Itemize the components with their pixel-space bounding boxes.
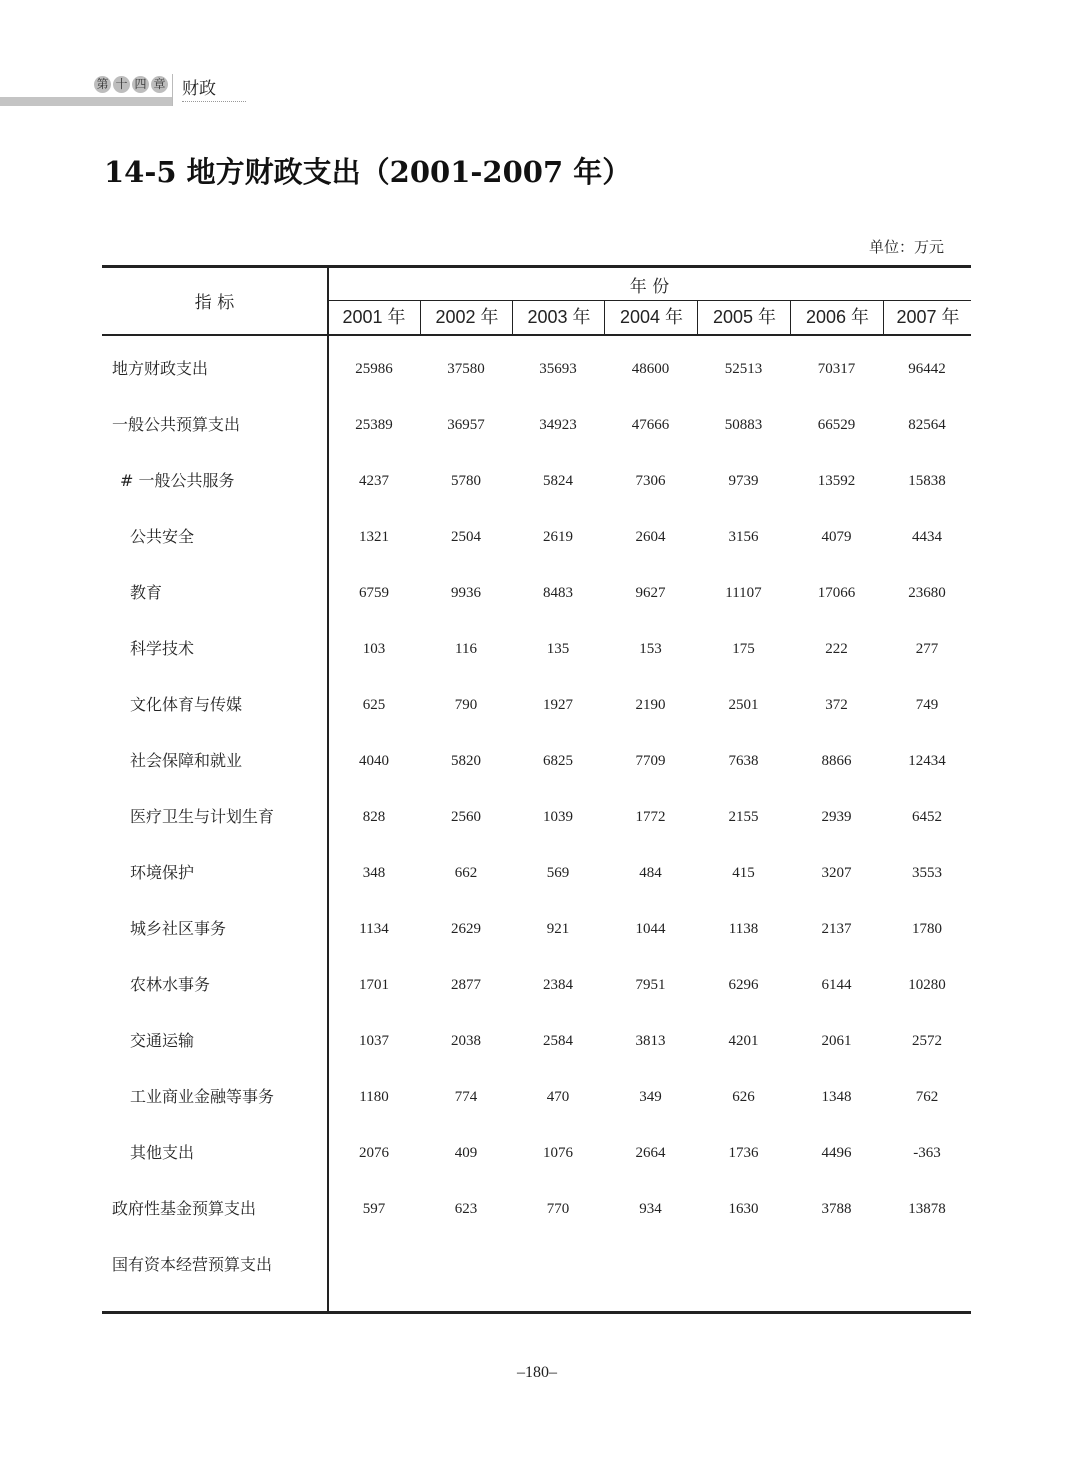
table-cell: 3207 [821,865,852,881]
table-cell: 6825 [543,753,573,769]
table-cell: 25986 [355,361,393,377]
table-cell: 2664 [635,1145,666,1161]
table-cell: 790 [454,697,478,713]
table-cell: 6296 [728,977,759,993]
table-cell: 11107 [725,585,762,601]
table-cell: 37580 [447,361,485,377]
table-cell: 662 [454,865,478,881]
table-cell: 4201 [728,1033,759,1049]
table-cell: 2877 [451,977,481,993]
table-cell: 1736 [728,1145,759,1161]
table-cell: 921 [546,921,570,937]
table-cell: 135 [546,641,570,657]
table-cell: 5780 [451,473,481,489]
table-cell: 3813 [635,1033,666,1049]
table-cell: 569 [546,865,570,881]
table-row [102,1069,971,1125]
header-divider [172,74,173,106]
table-cell: 415 [732,865,755,881]
table-cell: 23680 [908,585,946,601]
table-row [102,621,971,677]
table-row [102,677,971,733]
table-cell: 13878 [908,1201,946,1217]
chapter-char: 第 [94,76,111,93]
table-cell: 50883 [724,417,763,433]
row-label: 地方财政支出 [112,359,209,378]
table-cell: 7709 [635,753,666,769]
row-label: 一般公共预算支出 [112,415,241,434]
row-label: 科学技术 [130,639,195,658]
year-column-header: 2006 年 [790,300,884,334]
table-cell: 348 [362,865,386,881]
table-cell: 1348 [821,1089,852,1105]
table-cell: 15838 [908,473,946,489]
table-cell: 625 [362,697,386,713]
table-cell: 1138 [728,921,759,937]
table-cell: 36957 [447,417,485,433]
table-cell: 484 [639,865,662,881]
table-row [102,1013,971,1069]
indicator-header: 指 标 [194,293,235,313]
header-bottom-rule [102,334,971,336]
table-row [102,957,971,1013]
table-cell: 47666 [631,417,670,433]
row-label: 政府性基金预算支出 [112,1199,257,1218]
table-cell: 6759 [359,585,389,601]
table-cell: 3553 [912,865,942,881]
table-cell: 6144 [821,977,852,993]
chapter-char: 章 [151,76,168,93]
table-cell: 770 [546,1201,570,1217]
table-cell: 2572 [912,1033,942,1049]
row-label: 国有资本经营预算支出 [112,1255,273,1274]
table-cell: 66529 [817,417,856,433]
table-cell: 1772 [635,809,666,825]
year-column-header: 2003 年 [512,300,605,334]
table-cell: 17066 [817,585,856,601]
table-cell: 4496 [821,1145,852,1161]
table-cell: -363 [913,1145,941,1161]
table-cell: 2560 [451,809,481,825]
table-cell: 7306 [635,473,666,489]
table-cell: 2619 [543,529,573,545]
table-cell: 623 [454,1201,478,1217]
table-cell: 48600 [631,361,670,377]
table-row [102,1181,971,1237]
table-cell: 8866 [821,753,852,769]
table-cell: 7638 [728,753,759,769]
table-row [102,565,971,621]
chapter-badge [94,76,168,93]
table-row [102,789,971,845]
table-cell: 222 [825,641,848,657]
row-label: 文化体育与传媒 [130,695,243,714]
table-cell: 3156 [728,529,759,545]
table-cell: 749 [915,697,939,713]
table-row [102,453,971,509]
table-cell: 2038 [451,1033,481,1049]
row-label: 公共安全 [130,527,195,546]
table-cell: 5824 [543,473,573,489]
table-cell: 2076 [359,1145,389,1161]
row-label: 工业商业金融等事务 [130,1087,275,1106]
chapter-char: 十 [113,76,130,93]
unit-label: 单位：万元 [868,238,944,256]
table-cell: 9936 [451,585,481,601]
table-cell: 1180 [359,1089,389,1105]
row-label: 农林水事务 [130,975,211,994]
table-cell: 1321 [359,529,389,545]
table-cell: 2137 [821,921,852,937]
table-cell: 116 [455,641,477,657]
table-cell: 8483 [543,585,573,601]
table-cell: 2061 [821,1033,852,1049]
table-cell: 597 [362,1201,386,1217]
year-column-header: 2002 年 [420,300,513,334]
table-cell: 2501 [728,697,759,713]
table-cell: 1037 [359,1033,389,1049]
table-cell: 2190 [635,697,666,713]
table-cell: 1630 [728,1201,759,1217]
table-row [102,901,971,957]
table-cell: 349 [639,1089,662,1105]
year-column-header: 2004 年 [604,300,698,334]
table-cell: 2504 [451,529,481,545]
table-cell: 12434 [908,753,946,769]
table-row [102,1237,971,1293]
table-cell: 828 [362,809,386,825]
year-header: 年 份 [629,277,670,297]
table-cell: 2155 [728,809,759,825]
table-cell: 10280 [908,977,946,993]
year-column-header: 2007 年 [883,300,972,334]
table-cell: 103 [362,641,386,657]
page-number: –180– [517,1364,557,1381]
table-cell: 1701 [359,977,389,993]
year-column-header: 2001 年 [342,307,406,327]
table-cell: 153 [639,641,662,657]
row-label: 医疗卫生与计划生育 [130,807,275,826]
row-label: 城乡社区事务 [130,919,227,938]
table-cell: 9627 [635,585,666,601]
table-row [102,733,971,789]
table-cell: 7951 [635,977,666,993]
table-cell: 2939 [821,809,852,825]
table-cell: 34923 [539,417,577,433]
table-cell: 1039 [543,809,573,825]
page-title: 14-5 地方财政支出（2001-2007 年） [104,155,632,189]
table-cell: 2604 [635,529,666,545]
table-cell: 774 [454,1089,478,1105]
table-cell: 1134 [359,921,389,937]
table-cell: 934 [639,1201,662,1217]
table-cell: 5820 [451,753,481,769]
table-cell: 25389 [355,417,393,433]
table-cell: 4040 [359,753,389,769]
table-top-rule [102,265,971,268]
row-label: # 一般公共服务 [120,471,235,490]
table-cell: 4237 [359,473,389,489]
table-cell: 2629 [451,921,481,937]
table-bottom-rule [102,1311,971,1314]
table-cell: 35693 [539,361,577,377]
table-cell: 1780 [912,921,942,937]
year-column-header: 2005 年 [697,300,791,334]
section-name: 财政 [182,74,246,102]
table-row [102,341,971,397]
table-cell: 9739 [728,473,759,489]
table-cell: 3788 [821,1201,852,1217]
table-cell: 70317 [817,361,856,377]
table-cell: 1044 [635,921,666,937]
table-cell: 470 [546,1089,570,1105]
table-cell: 2384 [543,977,573,993]
table-cell: 626 [732,1089,755,1105]
table-cell: 762 [915,1089,939,1105]
table-cell: 52513 [724,361,763,377]
chapter-char: 四 [132,76,149,93]
table-cell: 372 [825,697,848,713]
row-label: 其他支出 [130,1143,195,1162]
row-label: 交通运输 [130,1031,195,1050]
row-label: 教育 [130,583,163,602]
table-row [102,1125,971,1181]
table-cell: 96442 [908,361,946,377]
table-row [102,509,971,565]
table-cell: 13592 [817,473,856,489]
table-cell: 175 [732,641,755,657]
row-label: 社会保障和就业 [130,751,243,770]
table-cell: 277 [915,641,939,657]
table-cell: 6452 [912,809,942,825]
row-label: 环境保护 [130,863,195,882]
table-cell: 4434 [912,529,942,545]
table-cell: 1927 [543,697,573,713]
table-cell: 82564 [908,417,946,433]
header-bar [0,97,172,106]
table-row [102,845,971,901]
table-cell: 2584 [543,1033,573,1049]
table-cell: 1076 [543,1145,573,1161]
table-row [102,397,971,453]
table-cell: 409 [454,1145,478,1161]
table-cell: 4079 [821,529,852,545]
